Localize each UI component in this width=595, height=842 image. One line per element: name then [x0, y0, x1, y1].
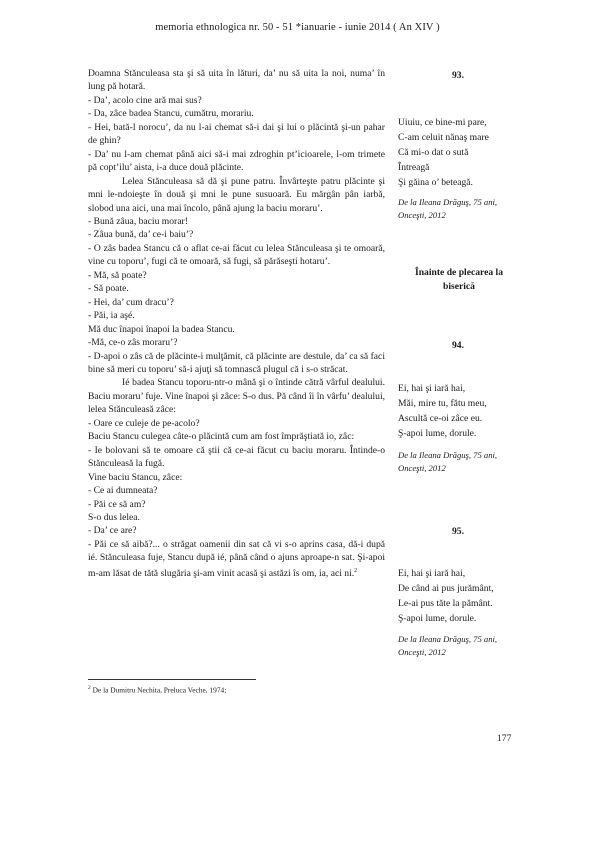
text-paragraph [88, 215, 385, 228]
paragraph-text: Mă duc înapoi înapoi la badea Stancu. [88, 323, 235, 335]
text-paragraph [88, 175, 385, 215]
text-paragraph [88, 228, 385, 241]
paragraph-text: - D-apoi o zâs că de plăcinte-i mulţămit, că plăcinte are destule, da’ ca să faci bine să meri cu toporu’ să-i ajuţi să tomnască plugul că i s-o străcat. [88, 350, 385, 375]
source-citation: De la Ileana Drăguş, 75 ani, Onceşti, 2012 [398, 197, 498, 220]
paragraph-text: - Da’ nu l-am chemat până aici să-i mai zdroghin pt’icioarele, l-om trimete pă copt’ilu’ aista, i-a duce două plăcinte. [88, 148, 385, 174]
text-paragraph [88, 269, 385, 282]
verse-line: Ei, hai şi iară hai, [398, 568, 466, 579]
text-paragraph [88, 242, 385, 269]
poem-number: 93. [452, 70, 464, 81]
text-paragraph [88, 430, 385, 443]
text-paragraph [88, 323, 385, 336]
paragraph-text: - Să poate. [88, 283, 129, 295]
text-paragraph [88, 148, 385, 175]
text-paragraph [88, 350, 385, 377]
text-paragraph [88, 484, 385, 497]
main-text-column [88, 67, 385, 580]
poem-number: 94. [452, 340, 464, 351]
page-number: 177 [497, 733, 512, 744]
verse-line: Le-ai pus tăte la pământ. [398, 598, 493, 609]
poem-number: 95. [452, 526, 464, 537]
text-paragraph [88, 498, 385, 511]
text-paragraph [88, 296, 385, 309]
verse-line: Întreagă [398, 162, 430, 173]
text-paragraph [88, 309, 385, 322]
paragraph-text: Vine baciu Stancu, zâce: [88, 471, 183, 483]
source-citation: De la Ileana Drăguş, 75 ani, Onceşti, 2012 [398, 450, 498, 473]
paragraph-text: Lelea Stănculeasa să dă şi pune patru. Învârteşte patru plăcinte şi mni le-ndoieşte în două şi mni le pune susuoară. Eu mărgân pân iarbă, slobod una aici, una mai încolo, până ajung la baciu moraru’. [88, 175, 385, 214]
verse-line: Ascultă ce-oi zâce eu. [398, 413, 483, 424]
paragraph-text: -Mă, ce-o zâs moraru’? [88, 337, 178, 349]
paragraph-text: - Hei, da’ cum dracu’? [88, 296, 174, 308]
paragraph-text: - Ie bolovani să te omoare că ştii că ce-ai făcut cu baciu moraru. Întinde-o Stănculeasă la fugă. [88, 444, 385, 470]
running-header: memoria ethnologica nr. 50 - 51 *ianuarie - iunie 2014 ( An XIV ) [155, 22, 440, 33]
poem-text [398, 566, 523, 626]
text-paragraph [88, 107, 385, 120]
paragraph-text: Ié badea Stancu toporu-ntr-o mână şi o întinde cătră vârful dealului. Baciu moraru’ fuje. Vine înapoi şi zâce: S-o dus. Pă când îi în vârfu’ dealului, lelea Stănculeasă zâce: [88, 377, 386, 416]
paragraph-text: - Ce ai dumneata? [88, 485, 158, 497]
paragraph-text: - Zâua bună, da’ ce-i baiu’? [88, 229, 194, 241]
poem-text [398, 381, 523, 441]
text-paragraph [88, 94, 385, 107]
paragraph-text: Baciu Stancu culegea câte-o plăcintă cum am fost împrăştiată io, zâc: [88, 431, 355, 443]
paragraph-text: - Păi ce să am? [88, 498, 146, 510]
paragraph-text: - Da’, acolo cine ară mai sus? [88, 94, 202, 106]
text-paragraph [88, 376, 385, 416]
verse-line: Ş-apoi lume, dorule. [398, 613, 477, 624]
paragraph-text: - Păi ce să aibă?... o străgat oamenii din sat că vi s-o aprins casa, dă-i după ié. Stănculeasa fuje, Stancu după ié, până când o ajuns aproape-n sat. Şi-apoi m-am lăsat de tătă slugăria şi-am vinit acasă şi astăzi îs om, ia, aci ni. [88, 538, 385, 579]
text-paragraph [88, 538, 385, 581]
text-paragraph [88, 511, 385, 524]
paragraph-text: - Da’ ce are? [88, 525, 137, 537]
text-paragraph [88, 524, 385, 537]
verse-line: Ei, hai şi iară hai, [398, 383, 466, 394]
footnote-mark: 2 [88, 685, 91, 691]
paragraph-text: - Păi, ia aşé. [88, 310, 135, 322]
source-citation: De la Ileana Drăguş, 75 ani, Onceşti, 2012 [398, 634, 498, 657]
verse-line: De când ai pus jurământ, [398, 583, 494, 594]
paragraph-text: - Oare ce culeje de pe-acolo? [88, 417, 200, 429]
paragraph-text: - Da, zâce badea Stancu, cumătru, morariu. [88, 108, 254, 120]
paragraph-text: - O zâs badea Stancu că o aflat ce-ai făcut cu lelea Stănculeasa şi te omoară, vine cu toporu’, fugi că te omoară, să fugi, să părăseşti hotaru’. [88, 242, 385, 268]
text-paragraph [88, 444, 385, 471]
footnote [88, 685, 226, 694]
paragraph-text: - Hei, bată-l norocu’, da nu l-ai chemat să-i dai şi lui o plăcintă şi-un pahar de ghin? [88, 121, 385, 147]
verse-line: C-am celuit nănaş mare [398, 132, 489, 143]
text-paragraph [88, 417, 385, 430]
footnote-rule [88, 679, 256, 680]
footnote-reference: 2 [354, 567, 358, 574]
paragraph-text: - Bună zâua, baciu morar! [88, 215, 188, 227]
paragraph-text: S-o dus lelea. [88, 511, 140, 523]
paragraph-text: Doamna Stănculeasa sta şi să uita în lături, da’ nu să uita la noi, numa’ în lung pă hotară. [88, 68, 385, 93]
verse-line: Măi, mire tu, fătu meu, [398, 398, 487, 409]
text-paragraph [88, 67, 385, 94]
verse-line: Uiuiu, ce bine-mi pare, [398, 117, 487, 128]
text-paragraph [88, 336, 385, 349]
verse-line: Şi găina o’ beteagă. [398, 177, 473, 188]
paragraph-text: - Mă, să poate? [88, 269, 147, 281]
verse-line: Că mi-o dat o sută [398, 147, 469, 158]
text-paragraph [88, 121, 385, 148]
text-paragraph [88, 282, 385, 295]
verse-line: Ş-apoi lume, dorule. [398, 428, 477, 439]
section-title: Înainte de plecarea la biserică [414, 267, 504, 292]
text-paragraph [88, 471, 385, 484]
poem-text [398, 115, 523, 190]
footnote-text: De la Dumitru Nechita, Preluca Veche, 1974; [90, 685, 227, 695]
